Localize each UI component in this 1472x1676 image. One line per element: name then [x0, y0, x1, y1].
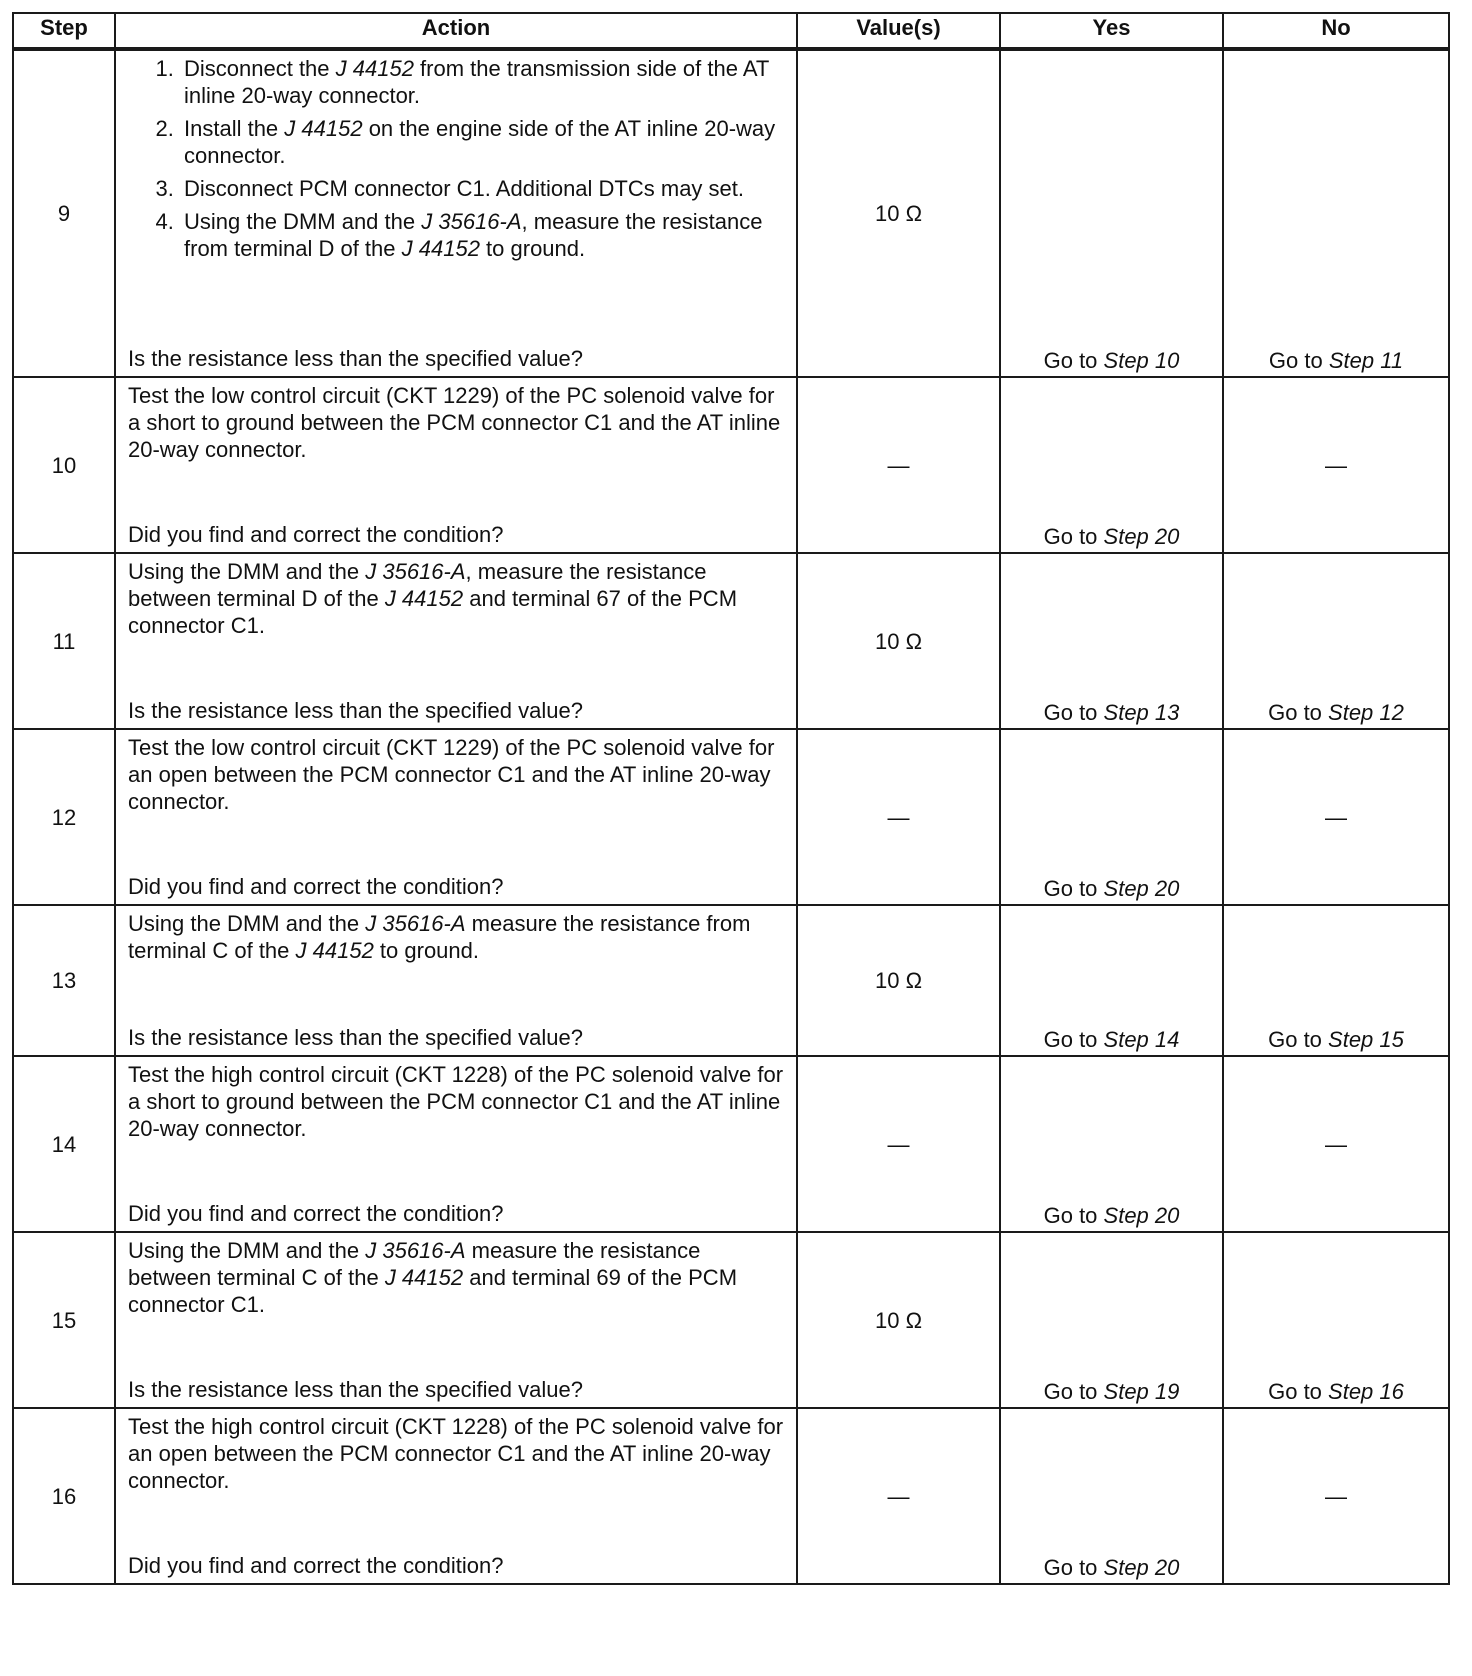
step-number: 10: [13, 377, 115, 553]
step-number: 9: [13, 49, 115, 377]
value-cell: 10 Ω: [797, 49, 1000, 377]
question-text: Did you find and correct the condition?: [128, 522, 504, 547]
yes-goto-link[interactable]: Go to Step 14: [1043, 1027, 1180, 1052]
table-row: [13, 729, 1449, 905]
action-text: Using the DMM and the J 35616-A, measure the resistance between terminal D of the J 44152 and terminal 67 of the PCM connector C1.: [128, 559, 738, 638]
action-cell: [115, 553, 797, 729]
yes-goto-link[interactable]: Go to Step 19: [1043, 1379, 1180, 1404]
table-row: [13, 1056, 1449, 1232]
yes-cell: [1000, 1056, 1223, 1232]
diagnostic-table: [12, 12, 1450, 1585]
no-goto-link[interactable]: Go to Step 11: [1268, 348, 1404, 373]
action-cell: [115, 905, 797, 1056]
no-cell: —: [1223, 377, 1449, 553]
step-number: 11: [13, 553, 115, 729]
no-cell: [1223, 905, 1449, 1056]
question-text: Did you find and correct the condition?: [128, 1553, 504, 1578]
action-cell: [115, 729, 797, 905]
value-cell: —: [797, 377, 1000, 553]
no-goto-link[interactable]: Go to Step 15: [1268, 1027, 1404, 1052]
value-cell: —: [797, 1056, 1000, 1232]
yes-goto-link[interactable]: Go to Step 20: [1043, 524, 1180, 549]
step-number: 12: [13, 729, 115, 905]
value-cell: 10 Ω: [797, 1232, 1000, 1408]
header-yes: Yes: [1000, 13, 1223, 49]
list-item: 2. Install the J 44152 on the engine side of the AT inline 20-way connector.: [180, 115, 788, 169]
yes-cell: [1000, 905, 1223, 1056]
table-row: [13, 1408, 1449, 1584]
table-header-row: [13, 13, 1449, 49]
list-item: 1. Disconnect the J 44152 from the transmission side of the AT inline 20-way connector.: [180, 55, 788, 109]
no-cell: [1223, 1232, 1449, 1408]
yes-goto-link[interactable]: Go to Step 13: [1043, 700, 1180, 725]
action-steps-list: [128, 55, 788, 268]
no-cell: [1223, 553, 1449, 729]
list-item: 3. Disconnect PCM connector C1. Additional DTCs may set.: [180, 175, 788, 202]
header-action: Action: [115, 13, 797, 49]
table-row: [13, 553, 1449, 729]
step-number: 14: [13, 1056, 115, 1232]
action-cell: [115, 1056, 797, 1232]
table-row: [13, 905, 1449, 1056]
action-text: Test the high control circuit (CKT 1228) of the PC solenoid valve for a short to ground between the PCM connector C1 and the AT inline 20-way connector.: [128, 1062, 784, 1141]
yes-goto-link[interactable]: Go to Step 20: [1043, 876, 1180, 901]
action-cell: [115, 1408, 797, 1584]
action-text: Test the low control circuit (CKT 1229) of the PC solenoid valve for an open between the PCM connector C1 and the AT inline 20-way connector.: [128, 735, 775, 814]
action-cell: [115, 49, 797, 377]
action-text: Test the high control circuit (CKT 1228) of the PC solenoid valve for an open between the PCM connector C1 and the AT inline 20-way connector.: [128, 1414, 784, 1493]
action-cell: [115, 1232, 797, 1408]
question-text: Is the resistance less than the specified value?: [128, 346, 583, 371]
step-number: 16: [13, 1408, 115, 1584]
question-text: Did you find and correct the condition?: [128, 874, 504, 899]
no-cell: —: [1223, 1408, 1449, 1584]
question-text: Did you find and correct the condition?: [128, 1201, 504, 1226]
step-number: 15: [13, 1232, 115, 1408]
question-text: Is the resistance less than the specified value?: [128, 1025, 583, 1050]
list-item: 4. Using the DMM and the J 35616-A, measure the resistance from terminal D of the J 44152 to ground.: [180, 208, 788, 262]
action-text: Using the DMM and the J 35616-A measure the resistance between terminal C of the J 44152 and terminal 69 of the PCM connector C1.: [128, 1238, 738, 1317]
action-text: Using the DMM and the J 35616-A measure the resistance from terminal C of the J 44152 to ground.: [128, 911, 751, 963]
yes-cell: [1000, 49, 1223, 377]
yes-cell: [1000, 553, 1223, 729]
value-cell: 10 Ω: [797, 905, 1000, 1056]
yes-cell: [1000, 729, 1223, 905]
yes-goto-link[interactable]: Go to Step 20: [1043, 1203, 1180, 1228]
value-cell: 10 Ω: [797, 553, 1000, 729]
yes-cell: [1000, 1408, 1223, 1584]
question-text: Is the resistance less than the specified value?: [128, 698, 583, 723]
yes-cell: [1000, 1232, 1223, 1408]
no-cell: [1223, 49, 1449, 377]
yes-cell: [1000, 377, 1223, 553]
table-row: [13, 49, 1449, 377]
value-cell: —: [797, 729, 1000, 905]
action-text: Test the low control circuit (CKT 1229) of the PC solenoid valve for a short to ground between the PCM connector C1 and the AT inline 20-way connector.: [128, 383, 781, 462]
table-row: [13, 377, 1449, 553]
table-row: [13, 1232, 1449, 1408]
no-goto-link[interactable]: Go to Step 12: [1268, 700, 1404, 725]
action-cell: [115, 377, 797, 553]
header-no: No: [1223, 13, 1449, 49]
no-cell: —: [1223, 1056, 1449, 1232]
header-value: Value(s): [797, 13, 1000, 49]
header-step: Step: [13, 13, 115, 49]
no-goto-link[interactable]: Go to Step 16: [1268, 1379, 1404, 1404]
yes-goto-link[interactable]: Go to Step 20: [1043, 1555, 1180, 1580]
yes-goto-link[interactable]: Go to Step 10: [1043, 348, 1180, 373]
no-cell: —: [1223, 729, 1449, 905]
step-number: 13: [13, 905, 115, 1056]
question-text: Is the resistance less than the specified value?: [128, 1377, 583, 1402]
value-cell: —: [797, 1408, 1000, 1584]
